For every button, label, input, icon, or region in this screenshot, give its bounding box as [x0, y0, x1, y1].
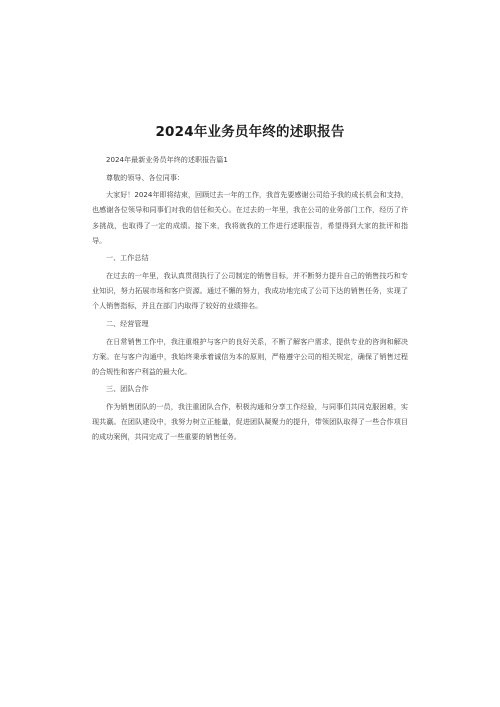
document-subtitle: 2024年最新业务员年终的述职报告篇1: [106, 155, 228, 164]
section-heading-summary: 一、工作总结: [106, 253, 149, 263]
document-body: [92, 152, 408, 444]
salutation: 尊敬的领导、各位同事：: [106, 172, 185, 182]
intro-paragraph: 大家好！2024年即将结束，回顾过去一年的工作，我首先要感谢公司给予我的成长机会和支持，也感谢各位领导和同事们对我的信任和关心。在过去的一年里，我在公司的业务部门工作，经历了许多挑战，也取得了一定的成绩。接下来，我将就我的工作进行述职报告，希望得到大家的批评和指导。: [92, 190, 408, 245]
section-body-teamwork: 作为销售团队的一员，我注重团队合作，积极沟通和分享工作经验，与同事们共同克服困难，实现共赢。在团队建设中，我努力树立正能量，促进团队凝聚力的提升，带领团队取得了一些合作项目的成功案例，共同完成了一些重要的销售任务。: [92, 402, 408, 442]
section-heading-management: 二、经营管理: [106, 318, 149, 328]
section-body-summary: 在过去的一年里，我认真贯彻执行了公司制定的销售目标，并不断努力提升自己的销售技巧和专业知识，努力拓展市场和客户资源。通过不懈的努力，我成功地完成了公司下达的销售任务，实现了个人销售指标，并且在部门内取得了较好的业绩排名。: [92, 271, 408, 311]
section-heading-teamwork: 三、团队合作: [106, 384, 149, 394]
document-title: 2024年业务员年终的述职报告: [155, 124, 345, 140]
section-body-management: 在日常销售工作中，我注重维护与客户的良好关系，不断了解客户需求，提供专业的咨询和解决方案。在与客户沟通中，我始终秉承着诚信为本的原则，严格遵守公司的相关规定，确保了销售过程的合规性和客户利益的最大化。: [92, 336, 408, 376]
